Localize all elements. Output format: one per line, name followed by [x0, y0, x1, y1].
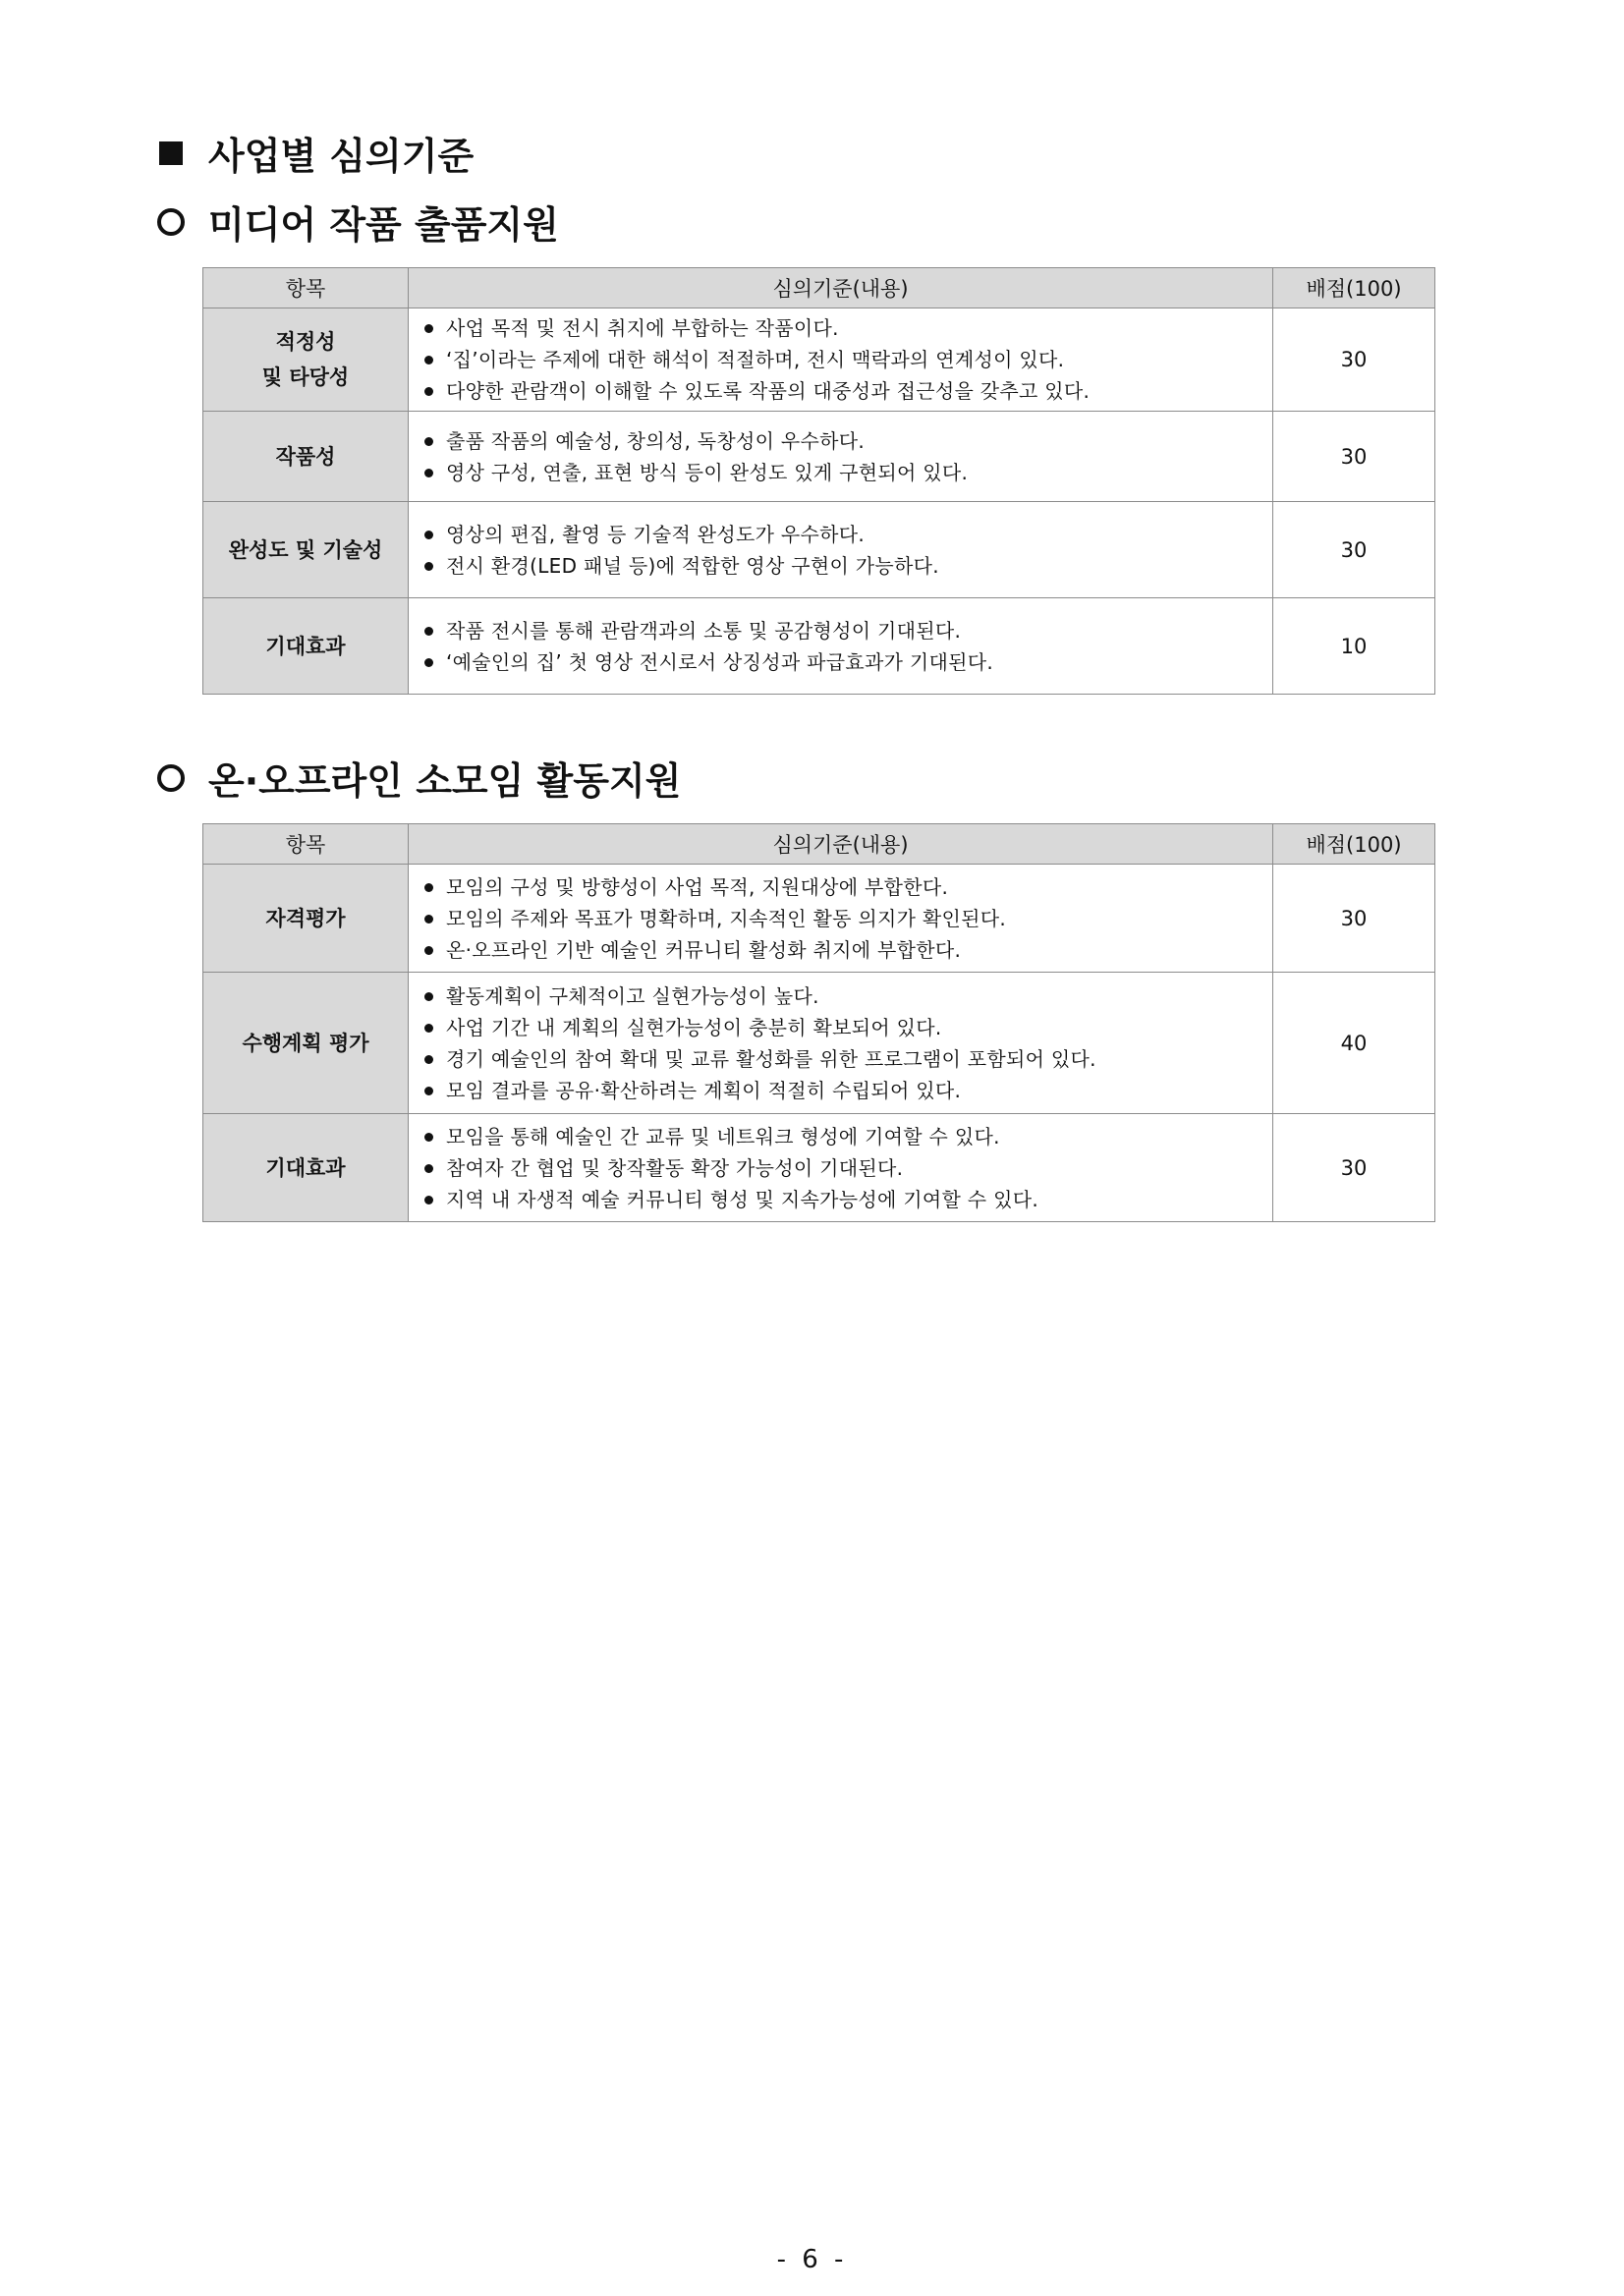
header-content: 심의기준(내용) — [409, 268, 1273, 308]
section-title-text: 사업별 심의기준 — [208, 135, 475, 178]
square-bullet-icon — [159, 141, 183, 165]
page-number: - 6 - — [776, 2245, 848, 2274]
header-score: 배점(100) — [1273, 268, 1435, 308]
row-item-line: 기대효과 — [265, 634, 346, 658]
row-item-line: 적정성 — [275, 330, 336, 354]
row-item-line: 기대효과 — [265, 1155, 346, 1180]
subsection-title-meetup — [155, 751, 681, 805]
row-item-line: 자격평가 — [265, 906, 346, 930]
row-criteria — [409, 598, 1273, 695]
table-row — [203, 412, 1435, 502]
row-item — [203, 598, 409, 695]
row-item — [203, 412, 409, 502]
table-row — [203, 598, 1435, 695]
row-score: 30 — [1273, 412, 1435, 502]
criteria-item: 작품 전시를 통해 관람객과의 소통 및 공감형성이 기대된다. — [420, 615, 1260, 646]
row-score: 30 — [1273, 865, 1435, 973]
criteria-item: 지역 내 자생적 예술 커뮤니티 형성 및 지속가능성에 기여할 수 있다. — [420, 1184, 1260, 1215]
criteria-item: 다양한 관람객이 이해할 수 있도록 작품의 대중성과 접근성을 갖추고 있다. — [420, 375, 1260, 407]
row-item — [203, 308, 409, 412]
criteria-item: 활동계획이 구체적이고 실현가능성이 높다. — [420, 980, 1260, 1012]
row-item-line: 완성도 및 기술성 — [228, 537, 383, 562]
criteria-item: 온·오프라인 기반 예술인 커뮤니티 활성화 취지에 부합한다. — [420, 934, 1260, 966]
subsection-title-text: 미디어 작품 출품지원 — [208, 203, 559, 247]
row-criteria — [409, 973, 1273, 1114]
table-header-row — [203, 268, 1435, 308]
subsection-title-text: 온·오프라인 소모임 활동지원 — [208, 759, 682, 803]
row-criteria — [409, 308, 1273, 412]
row-criteria — [409, 502, 1273, 598]
header-item: 항목 — [203, 824, 409, 865]
table-header-row — [203, 824, 1435, 865]
criteria-list — [420, 1121, 1260, 1215]
row-criteria — [409, 412, 1273, 502]
circle-bullet-icon — [157, 208, 185, 236]
row-criteria — [409, 1114, 1273, 1222]
row-item — [203, 502, 409, 598]
criteria-table-meetup — [202, 823, 1435, 1222]
table-row — [203, 973, 1435, 1114]
criteria-item: 모임 결과를 공유·확산하려는 계획이 적절히 수립되어 있다. — [420, 1075, 1260, 1106]
table-body — [203, 865, 1435, 1222]
row-item-line: 작품성 — [275, 444, 336, 469]
row-criteria — [409, 865, 1273, 973]
criteria-list — [420, 519, 1260, 582]
criteria-list — [420, 871, 1260, 966]
criteria-table-media — [202, 267, 1435, 695]
criteria-item: 전시 환경(LED 패널 등)에 적합한 영상 구현이 가능하다. — [420, 550, 1260, 582]
criteria-item: 영상 구성, 연출, 표현 방식 등이 완성도 있게 구현되어 있다. — [420, 457, 1260, 488]
criteria-item: 출품 작품의 예술성, 창의성, 독창성이 우수하다. — [420, 425, 1260, 457]
header-content: 심의기준(내용) — [409, 824, 1273, 865]
criteria-item: ‘집’이라는 주제에 대한 해석이 적절하며, 전시 맥락과의 연계성이 있다. — [420, 344, 1260, 375]
row-score: 30 — [1273, 1114, 1435, 1222]
table-row — [203, 1114, 1435, 1222]
criteria-list — [420, 615, 1260, 678]
table-row — [203, 308, 1435, 412]
row-score: 30 — [1273, 502, 1435, 598]
criteria-item: 사업 기간 내 계획의 실현가능성이 충분히 확보되어 있다. — [420, 1012, 1260, 1043]
circle-bullet-icon — [157, 764, 185, 792]
row-score: 10 — [1273, 598, 1435, 695]
header-item: 항목 — [203, 268, 409, 308]
row-item-line: 수행계획 평가 — [242, 1031, 369, 1055]
criteria-item: ‘예술인의 집’ 첫 영상 전시로서 상징성과 파급효과가 기대된다. — [420, 646, 1260, 678]
criteria-item: 모임을 통해 예술인 간 교류 및 네트워크 형성에 기여할 수 있다. — [420, 1121, 1260, 1152]
row-item — [203, 865, 409, 973]
criteria-item: 모임의 구성 및 방향성이 사업 목적, 지원대상에 부합한다. — [420, 871, 1260, 903]
subsection-title-media — [155, 195, 559, 249]
row-item-line: 및 타당성 — [261, 365, 350, 389]
section-title — [155, 126, 474, 180]
criteria-list — [420, 980, 1260, 1106]
criteria-list — [420, 312, 1260, 407]
criteria-list — [420, 425, 1260, 488]
row-score: 30 — [1273, 308, 1435, 412]
row-item — [203, 1114, 409, 1222]
criteria-item: 참여자 간 협업 및 창작활동 확장 가능성이 기대된다. — [420, 1152, 1260, 1184]
criteria-item: 사업 목적 및 전시 취지에 부합하는 작품이다. — [420, 312, 1260, 344]
table-row — [203, 865, 1435, 973]
table-body — [203, 308, 1435, 695]
header-score: 배점(100) — [1273, 824, 1435, 865]
criteria-item: 모임의 주제와 목표가 명확하며, 지속적인 활동 의지가 확인된다. — [420, 903, 1260, 934]
row-item — [203, 973, 409, 1114]
table-row — [203, 502, 1435, 598]
criteria-item: 영상의 편집, 촬영 등 기술적 완성도가 우수하다. — [420, 519, 1260, 550]
criteria-item: 경기 예술인의 참여 확대 및 교류 활성화를 위한 프로그램이 포함되어 있다. — [420, 1043, 1260, 1075]
row-score: 40 — [1273, 973, 1435, 1114]
